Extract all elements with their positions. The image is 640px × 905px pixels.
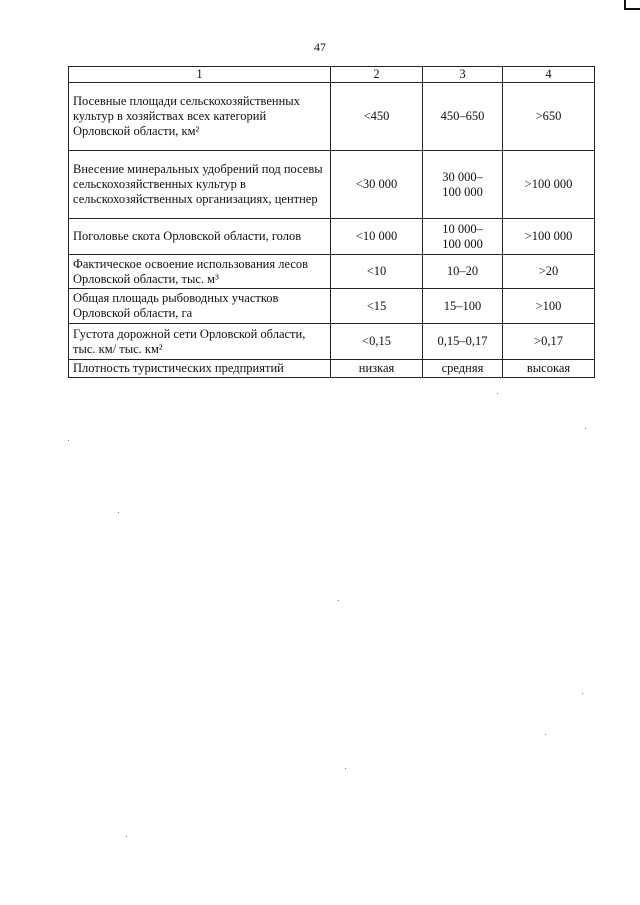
scan-speck	[338, 600, 339, 601]
table-header-row	[69, 67, 595, 83]
value-mid: 15–100	[423, 289, 503, 324]
page-corner-mark	[624, 0, 640, 10]
value-high: >100 000	[503, 219, 595, 255]
value-mid: 10 000– 100 000	[423, 219, 503, 255]
row-label: Поголовье скота Орловской области, голов	[69, 219, 331, 255]
value-high: >20	[503, 255, 595, 289]
table-row	[69, 360, 595, 378]
scan-speck	[68, 440, 69, 441]
value-high: >650	[503, 83, 595, 151]
scan-speck	[345, 768, 346, 769]
header-col-3: 3	[423, 67, 503, 83]
value-low: <0,15	[331, 324, 423, 360]
scan-speck	[545, 734, 546, 735]
value-high: высокая	[503, 360, 595, 378]
value-mid: 0,15–0,17	[423, 324, 503, 360]
table-row	[69, 219, 595, 255]
value-high: >100 000	[503, 151, 595, 219]
value-high: >0,17	[503, 324, 595, 360]
value-low: <30 000	[331, 151, 423, 219]
table-row	[69, 83, 595, 151]
row-label: Посевные площади сельскохозяйственных культур в хозяйствах всех категорий Орловской области, км²	[69, 83, 331, 151]
value-mid: средняя	[423, 360, 503, 378]
scan-speck	[582, 693, 583, 694]
scan-speck	[118, 512, 119, 513]
row-label: Фактическое освоение использования лесов Орловской области, тыс. м³	[69, 255, 331, 289]
value-mid: 10–20	[423, 255, 503, 289]
criteria-table	[68, 66, 595, 378]
row-label: Плотность туристических предприятий	[69, 360, 331, 378]
value-mid: 30 000– 100 000	[423, 151, 503, 219]
value-low: <15	[331, 289, 423, 324]
table-row	[69, 255, 595, 289]
header-col-1: 1	[69, 67, 331, 83]
table-row	[69, 289, 595, 324]
page-number: 47	[314, 40, 326, 54]
header-col-2: 2	[331, 67, 423, 83]
value-low: <450	[331, 83, 423, 151]
row-label: Внесение минеральных удобрений под посевы сельскохозяйственных культур в сельскохозяйственных организациях, центнер	[69, 151, 331, 219]
value-low: низкая	[331, 360, 423, 378]
value-low: <10 000	[331, 219, 423, 255]
table-row	[69, 151, 595, 219]
row-label: Общая площадь рыбоводных участков Орловской области, га	[69, 289, 331, 324]
value-mid: 450–650	[423, 83, 503, 151]
row-label: Густота дорожной сети Орловской области, тыс. км/ тыс. км²	[69, 324, 331, 360]
scan-speck	[585, 428, 586, 429]
value-high: >100	[503, 289, 595, 324]
scan-speck	[497, 393, 498, 394]
table-row	[69, 324, 595, 360]
value-low: <10	[331, 255, 423, 289]
scan-speck	[126, 836, 127, 837]
header-col-4: 4	[503, 67, 595, 83]
